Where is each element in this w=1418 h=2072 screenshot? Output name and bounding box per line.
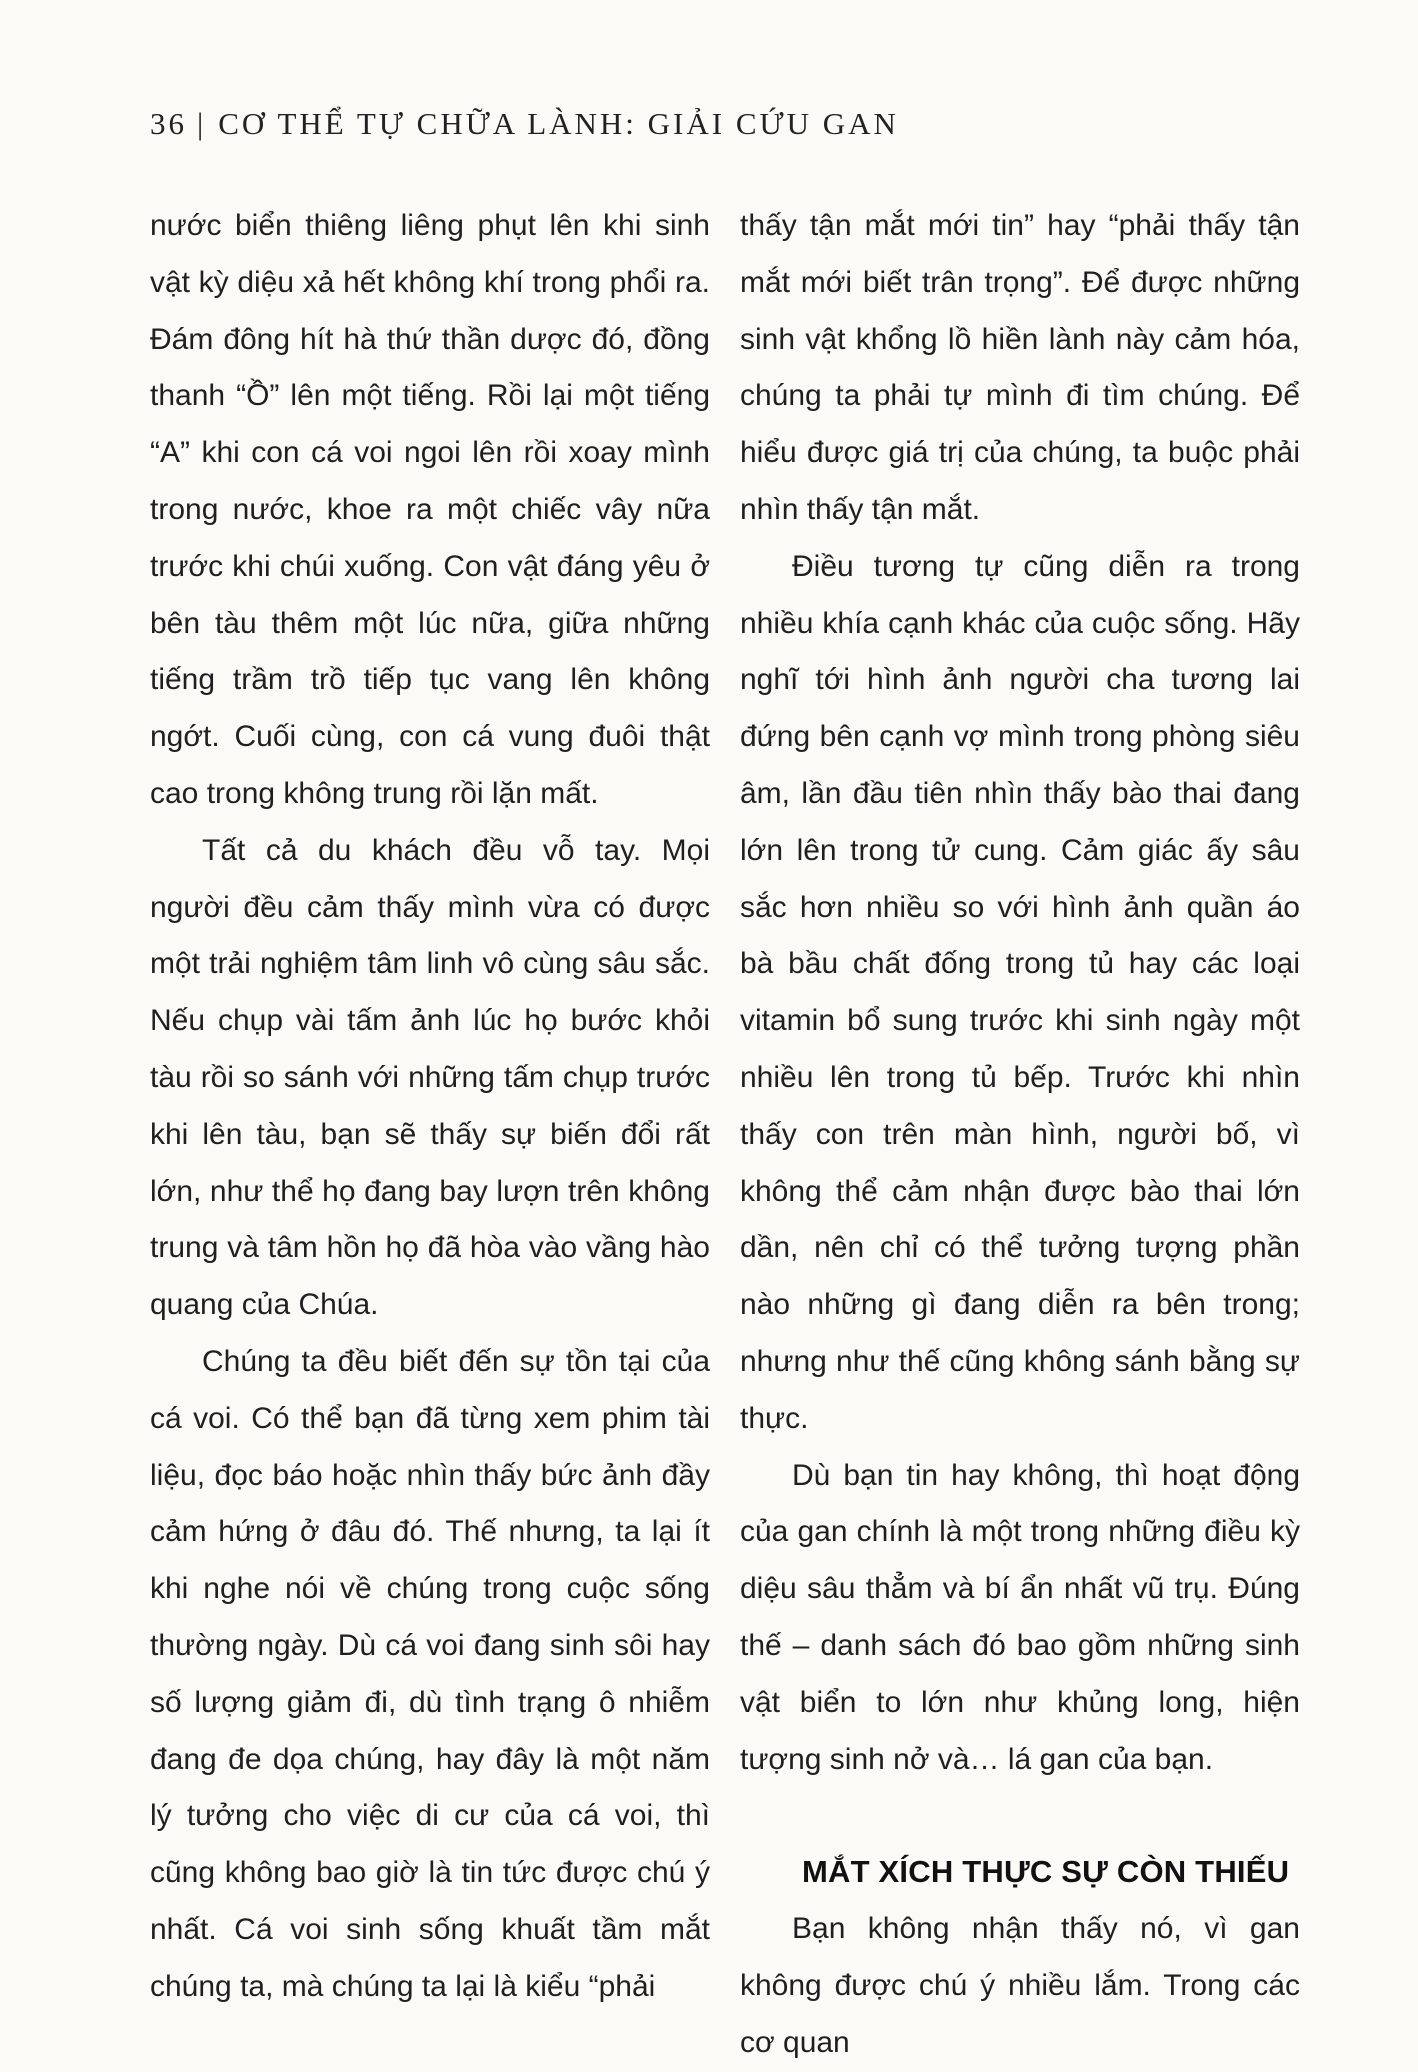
book-title: CƠ THỂ TỰ CHỮA LÀNH: GIẢI CỨU GAN bbox=[218, 106, 899, 141]
paragraph: Tất cả du khách đều vỗ tay. Mọi người đều cảm thấy mình vừa có được một trải nghiệm tâm linh vô cùng sâu sắc. Nếu chụp vài tấm ảnh lúc họ bước khỏi tàu rồi so sánh với những tấm chụp trước khi lên tàu, bạn sẽ thấy sự biến đổi rất lớn, như thể họ đang bay lượn trên không trung và tâm hồn họ đã hòa vào vầng hào quang của Chúa. bbox=[150, 833, 710, 1322]
paragraph: thấy tận mắt mới tin” hay “phải thấy tận mắt mới biết trân trọng”. Để được những sinh vật khổng lồ hiền lành này cảm hóa, chúng ta phải tự mình đi tìm chúng. Để hiểu được giá trị của chúng, ta buộc phải nhìn thấy tận mắt. bbox=[740, 209, 1300, 526]
paragraph: Điều tương tự cũng diễn ra trong nhiều khía cạnh khác của cuộc sống. Hãy nghĩ tới hình ảnh người cha tương lai đứng bên cạnh vợ mình trong phòng siêu âm, lần đầu tiên nhìn thấy bào thai đang lớn lên trong tử cung. Cảm giác ấy sâu sắc hơn nhiều so với hình ảnh quần áo bà bầu chất đống trong tủ hay các loại vitamin bổ sung trước khi sinh ngày một nhiều lên trong tủ bếp. Trước khi nhìn thấy con trên màn hình, người bố, vì không thể cảm nhận được bào thai lớn dần, nên chỉ có thể tưởng tượng phần nào những gì đang diễn ra bên trong; nhưng như thế cũng không sánh bằng sự thực. bbox=[740, 549, 1300, 1435]
paragraph: Dù bạn tin hay không, thì hoạt động của gan chính là một trong những điều kỳ diệu sâu thẳm và bí ẩn nhất vũ trụ. Đúng thế – danh sách đó bao gồm những sinh vật biển to lớn như khủng long, hiện tượng sinh nở và… lá gan của bạn. bbox=[740, 1458, 1300, 1776]
header-separator: | bbox=[197, 106, 207, 141]
right-column bbox=[740, 198, 1300, 2072]
left-column bbox=[150, 198, 710, 2016]
paragraph: Bạn không nhận thấy nó, vì gan không được chú ý nhiều lắm. Trong các cơ quan bbox=[740, 1912, 1300, 2059]
paragraph: nước biển thiêng liêng phụt lên khi sinh vật kỳ diệu xả hết không khí trong phổi ra. Đám đông hít hà thứ thần dược đó, đồng thanh “Ồ” lên một tiếng. Rồi lại một tiếng “A” khi con cá voi ngoi lên rồi xoay mình trong nước, khoe ra một chiếc vây nữa trước khi chúi xuống. Con vật đáng yêu ở bên tàu thêm một lúc nữa, giữa những tiếng trầm trồ tiếp tục vang lên không ngớt. Cuối cùng, con cá vung đuôi thật cao trong không trung rồi lặn mất. bbox=[150, 209, 710, 810]
running-header bbox=[150, 106, 899, 142]
page-number: 36 bbox=[150, 106, 187, 141]
paragraph: Chúng ta đều biết đến sự tồn tại của cá voi. Có thể bạn đã từng xem phim tài liệu, đọc báo hoặc nhìn thấy bức ảnh đầy cảm hứng ở đâu đó. Thế nhưng, ta lại ít khi nghe nói về chúng trong cuộc sống thường ngày. Dù cá voi đang sinh sôi hay số lượng giảm đi, dù tình trạng ô nhiễm đang đe dọa chúng, hay đây là một năm lý tưởng cho việc di cư của cá voi, thì cũng không bao giờ là tin tức được chú ý nhất. Cá voi sinh sống khuất tầm mắt chúng ta, mà chúng ta lại là kiểu “phải bbox=[150, 1344, 710, 2003]
section-heading: MẮT XÍCH THỰC SỰ CÒN THIẾU bbox=[802, 1854, 1290, 1890]
